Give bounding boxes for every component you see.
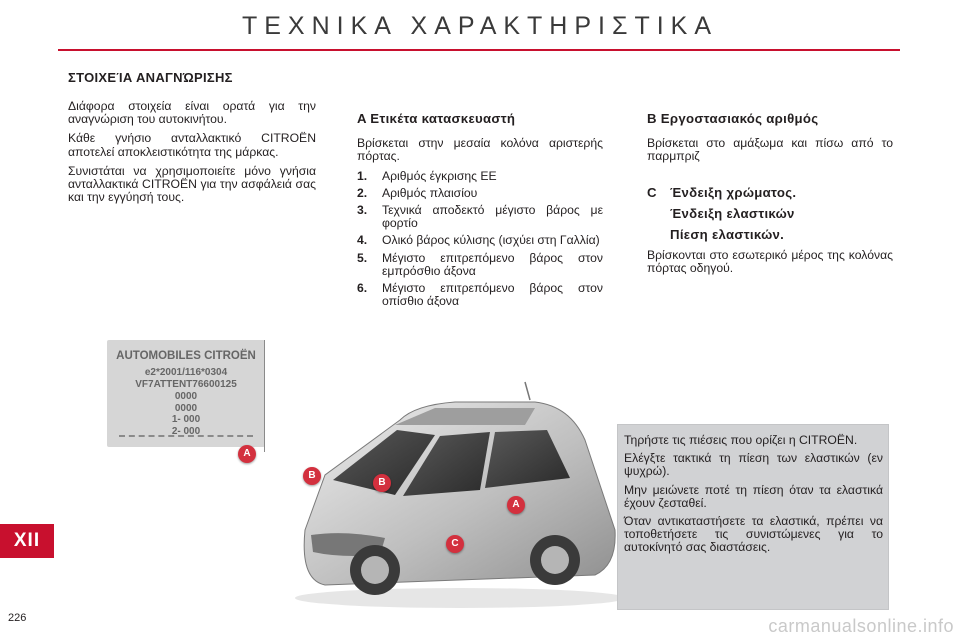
pin-leader <box>264 340 265 452</box>
plate-dash <box>119 435 253 437</box>
tip-paragraph: Ελέγξτε τακτικά τη πίεση των ελαστικών (εν ψυχρώ). <box>624 451 883 479</box>
block-c-headings <box>647 186 893 242</box>
list-text: Ολικό βάρος κύλισης (ισχύει στη Γαλλία) <box>382 233 600 248</box>
car-illustration <box>285 380 630 610</box>
tip-box <box>617 424 889 610</box>
pin-a-plate: A <box>238 445 256 463</box>
list-item <box>357 204 603 230</box>
list-number: 1. <box>357 168 368 183</box>
list-number: 2. <box>357 185 368 200</box>
manufacturer-plate <box>107 340 265 447</box>
list-number: 3. <box>357 203 368 218</box>
block-a <box>357 112 603 312</box>
list-text: Μέγιστο επιτρεπόμενο βάρος στον οπίσθιο άξονα <box>382 281 603 309</box>
block-a-body: Βρίσκεται στην μεσαία κολόνα αριστερής πόρτας. <box>357 136 603 164</box>
list-item <box>357 282 603 308</box>
pin-b-front: B <box>303 467 321 485</box>
plate-line: AUTOMOBILES CITROËN <box>116 350 256 362</box>
pin-b-windscreen: B <box>373 474 391 492</box>
list-text: Αριθμός πλαισίου <box>382 185 478 200</box>
watermark: carmanualsonline.info <box>768 616 954 636</box>
block-b-heading: B Εργοστασιακός αριθμός <box>647 111 819 126</box>
list-item <box>357 252 603 278</box>
intro-paragraph: Διάφορα στοιχεία είναι ορατά για την αναγνώριση του αυτοκινήτου. <box>68 99 316 127</box>
plate-line: 1- 000 <box>171 414 201 425</box>
list-number: 5. <box>357 250 368 265</box>
block-c-heading-text: Ένδειξη χρώματος. <box>670 184 797 200</box>
list-text: Μέγιστο επιτρεπόμενο βάρος στον εμπρόσθιο άξονα <box>382 250 603 278</box>
block-c-heading-2: Ένδειξη ελαστικών <box>670 205 795 221</box>
pin-c-door: C <box>446 535 464 553</box>
block-a-heading: A Ετικέτα κατασκευαστή <box>357 111 516 126</box>
plate-line: 0000 <box>174 402 198 414</box>
pin-a-door: A <box>507 496 525 514</box>
title-rule <box>58 49 900 51</box>
page-number: 226 <box>8 612 27 624</box>
intro-paragraph: Συνιστάται να χρησιμοποιείτε μόνο γνήσια ανταλλακτικά CITROËN για την ασφάλειά σας και την εγγύησή τους. <box>68 163 316 205</box>
block-b-c <box>647 112 893 282</box>
list-text: Τεχνικά αποδεκτό μέγιστο βάρος με φορτίο <box>382 203 603 231</box>
tip-paragraph: Τηρήστε τις πιέσεις που ορίζει η CITROËN. <box>624 433 858 447</box>
list-number: 4. <box>357 233 368 248</box>
plate-line: 0000 <box>174 391 198 402</box>
intro-paragraph: Κάθε γνήσιο ανταλλακτικό CITROËN αποτελεί αποκλειστικότητα της μάρκας. <box>68 131 316 159</box>
block-b-body: Βρίσκεται στο αμάξωμα και πίσω από το παρμπριζ <box>647 136 893 164</box>
section-title: ΣΤΟΙΧΕΊΑ ΑΝΑΓΝΏΡΙΣΗΣ <box>68 70 233 85</box>
list-item <box>357 187 603 200</box>
page-title: ΤΕΧΝΙΚΑ ΧΑΡΑΚΤΗΡΙΣΤΙΚΑ <box>241 12 719 40</box>
chapter-tab: XII <box>0 524 54 558</box>
list-number: 6. <box>357 281 368 296</box>
spec-list <box>357 170 603 309</box>
tip-paragraph: Μην μειώνετε ποτέ τη πίεση όταν τα ελαστικά έχουν ζεσταθεί. <box>624 482 883 510</box>
list-text: Αριθμός έγκρισης ΕΕ <box>382 168 497 183</box>
list-item <box>357 234 603 247</box>
plate-line: VF7ATTENT76600125 <box>135 378 237 390</box>
block-c-letter: C <box>647 184 657 200</box>
list-item <box>357 170 603 183</box>
block-c-heading-1 <box>647 186 893 199</box>
plate-line: 2- 000 <box>171 425 201 437</box>
block-c-heading-3: Πίεση ελαστικών. <box>670 227 785 243</box>
block-c-body: Βρίσκονται στο εσωτερικό μέρος της κολόνας πόρτας οδηγού. <box>647 248 893 276</box>
intro-column <box>68 100 316 210</box>
plate-line: e2*2001/116*0304 <box>144 367 228 378</box>
tip-paragraph: Όταν αντικαταστήσετε τα ελαστικά, πρέπει να τοποθετήσετε τις συνιστώμενες για το αυτοκίνητό σας διαστάσεις. <box>624 514 883 555</box>
